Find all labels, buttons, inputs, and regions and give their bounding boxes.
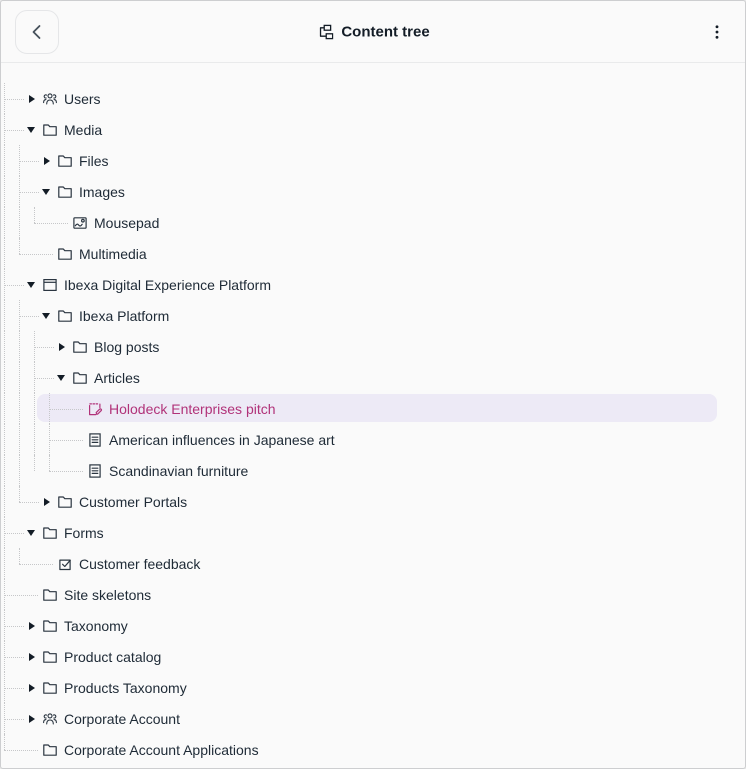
site-icon [42,277,58,293]
user-group-icon [42,711,58,727]
triangle-right-icon [44,157,50,165]
tree-item-ibexa-digital-experience-platform[interactable] [1,269,745,300]
tree-guide-line [16,548,57,579]
tree-guide-line [31,362,56,393]
tree-item-label[interactable]: Taxonomy [64,617,128,634]
tree-guide-line [16,331,31,362]
tree-guide-line [1,207,16,238]
tree-guide-line [1,672,26,703]
tree-item-taxonomy[interactable] [1,610,745,641]
content-tree-header [1,1,745,62]
tree-guide-line [16,207,31,238]
tree-item-label[interactable]: Site skeletons [64,586,152,603]
triangle-right-icon [29,653,35,661]
triangle-right-icon [44,498,50,506]
tree-item-label[interactable]: Multimedia [79,245,147,262]
tree-item-corporate-account-applications[interactable] [1,734,745,765]
folder-icon [42,649,58,665]
folder-icon [57,246,73,262]
folder-icon [42,680,58,696]
tree-item-media[interactable] [1,114,745,145]
panel-title [316,23,429,40]
tree-item-label[interactable]: Corporate Account [64,710,180,727]
tree-guide-line [31,207,72,238]
tree-item-label[interactable]: Scandinavian furniture [109,462,249,479]
kebab-menu-icon [708,23,726,41]
tree-item-forms[interactable] [1,517,745,548]
expand-toggle-icon[interactable] [26,618,42,634]
expand-toggle-icon[interactable] [26,649,42,665]
tree-item-products-taxonomy[interactable] [1,672,745,703]
back-button[interactable] [15,10,59,54]
tree-guide-line [1,610,26,641]
tree-guide-line [1,641,26,672]
article-icon [87,463,103,479]
expand-toggle-icon[interactable] [41,494,57,510]
tree-guide-line [31,331,56,362]
panel-title-text: Content tree [341,23,430,40]
tree-item-site-skeletons[interactable] [1,579,745,610]
expand-toggle-icon[interactable] [26,711,42,727]
tree-item-files[interactable] [1,145,745,176]
triangle-down-icon [57,375,65,381]
tree-guide-line [1,424,16,455]
tree-guide-line [1,703,26,734]
folder-icon [57,494,73,510]
tree-guide-line [1,238,16,269]
tree-guide-line [1,734,42,765]
tree-guide-line [1,300,16,331]
tree-guide-line [16,393,31,424]
tree-guide-line [46,424,87,455]
tree-guide-line [16,362,31,393]
tree-guide-line [1,486,16,517]
tree-item-label[interactable]: Ibexa Digital Experience Platform [64,276,271,293]
chevron-left-icon [25,20,49,44]
folder-icon [42,587,58,603]
tree-item-label[interactable]: Users [64,90,101,107]
tree-guide-line [1,331,16,362]
tree-guide-line [1,114,26,145]
expand-toggle-icon[interactable] [41,153,57,169]
tree-guide-line [1,548,16,579]
collapse-toggle-icon[interactable] [26,525,42,541]
tree-guide-line [16,424,31,455]
expand-toggle-icon[interactable] [26,680,42,696]
tree-guide-line [16,300,41,331]
folder-icon [42,618,58,634]
tree-item-ibexa-platform[interactable] [1,300,745,331]
article-icon [87,432,103,448]
tree-item-label[interactable]: Images [79,183,125,200]
tree-guide-line [1,145,16,176]
kebab-menu-button[interactable] [703,15,731,49]
tree-item-label[interactable]: Customer Portals [79,493,188,510]
tree-item-label[interactable]: Customer feedback [79,555,201,572]
triangle-down-icon [27,282,35,288]
tree-item-label[interactable]: Articles [94,369,140,386]
tree-item-customer-feedback[interactable] [1,548,745,579]
tree-item-corporate-account[interactable] [1,703,745,734]
user-group-icon [42,91,58,107]
collapse-toggle-icon[interactable] [26,277,42,293]
tree-item-label[interactable]: Product catalog [64,648,162,665]
folder-icon [72,339,88,355]
collapse-toggle-icon[interactable] [56,370,72,386]
triangle-right-icon [29,715,35,723]
tree-guide-line [31,393,46,424]
tree-guide-line [46,393,87,424]
tree-guide-line [16,176,41,207]
tree-item-blog-posts[interactable] [1,331,745,362]
folder-icon [42,122,58,138]
tree-guide-line [1,83,26,114]
content-tree [1,63,745,765]
form-icon [57,556,73,572]
edited-content-icon [87,401,103,417]
tree-item-images[interactable] [1,176,745,207]
tree-item-label[interactable]: Mousepad [94,214,160,231]
image-icon [72,215,88,231]
tree-guide-line [1,269,26,300]
tree-guide-line [1,176,16,207]
triangle-down-icon [27,530,35,536]
tree-item-label[interactable]: American influences in Japanese art [109,431,335,448]
tree-item-american-influences-in-japanese-art[interactable] [1,424,745,455]
tree-item-customer-portals[interactable] [1,486,745,517]
tree-item-label[interactable]: Media [64,121,103,138]
tree-guide-line [1,579,42,610]
triangle-down-icon [27,127,35,133]
tree-guide-line [46,455,87,486]
triangle-right-icon [29,684,35,692]
collapse-toggle-icon[interactable] [26,122,42,138]
tree-guide-line [1,517,26,548]
tree-guide-line [1,393,16,424]
tree-item-label[interactable]: Products Taxonomy [64,679,187,696]
tree-item-users[interactable] [1,83,745,114]
tree-item-label[interactable]: Blog posts [94,338,160,355]
tree-item-label[interactable]: Corporate Account Applications [64,741,259,758]
collapse-toggle-icon[interactable] [41,308,57,324]
tree-item-mousepad[interactable] [1,207,745,238]
folder-icon [57,184,73,200]
folder-icon [42,742,58,758]
folder-icon [42,525,58,541]
tree-guide-line [16,455,31,486]
folder-icon [57,153,73,169]
tree-item-scandinavian-furniture[interactable] [1,455,745,486]
tree-guide-line [1,455,16,486]
triangle-right-icon [29,622,35,630]
expand-toggle-icon[interactable] [56,339,72,355]
triangle-down-icon [42,189,50,195]
tree-item-articles[interactable] [1,362,745,393]
tree-item-product-catalog[interactable] [1,641,745,672]
triangle-down-icon [42,313,50,319]
tree-guide-line [31,455,46,486]
triangle-right-icon [29,95,35,103]
tree-item-label[interactable]: Files [79,152,109,169]
tree-guide-line [16,486,41,517]
tree-item-holodeck-enterprises-pitch[interactable] [1,393,745,424]
folder-icon [72,370,88,386]
tree-guide-line [31,424,46,455]
tree-guide-line [1,362,16,393]
triangle-right-icon [59,343,65,351]
tree-item-label[interactable]: Holodeck Enterprises pitch [109,400,276,417]
content-tree-icon [316,23,333,40]
expand-toggle-icon[interactable] [26,91,42,107]
tree-item-multimedia[interactable] [1,238,745,269]
tree-guide-line [16,238,57,269]
tree-item-label[interactable]: Ibexa Platform [79,307,170,324]
tree-guide-line [16,145,41,176]
tree-item-label[interactable]: Forms [64,524,104,541]
collapse-toggle-icon[interactable] [41,184,57,200]
folder-icon [57,308,73,324]
